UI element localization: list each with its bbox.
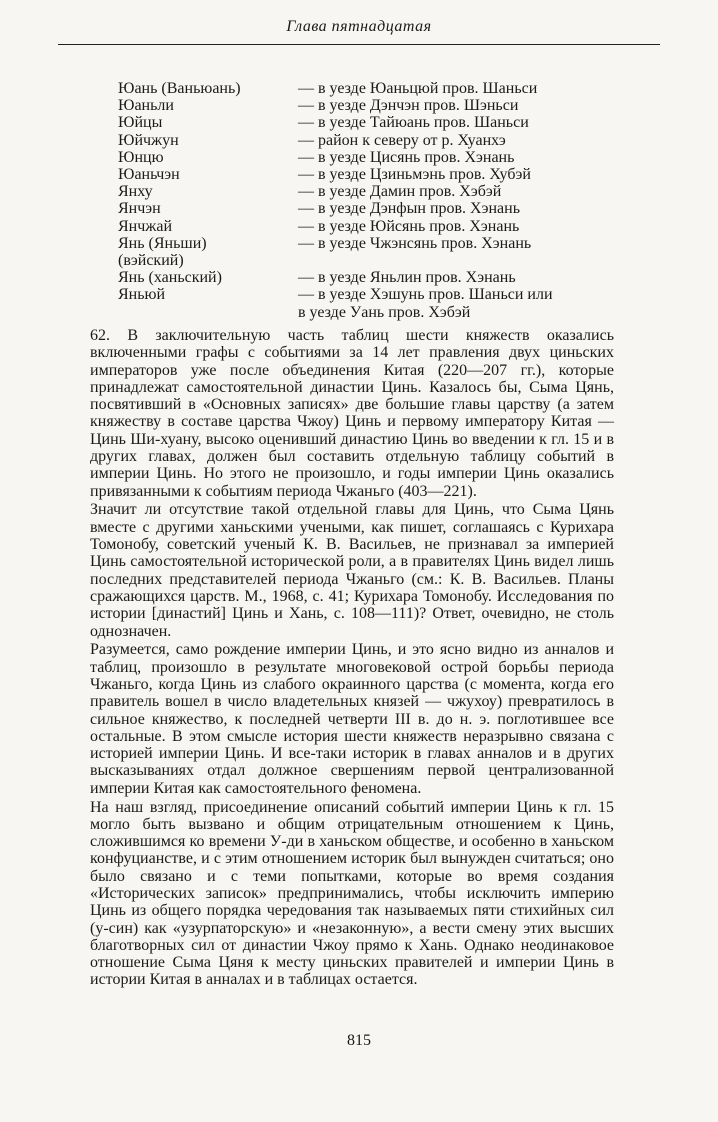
place-name: Юаньли [118, 97, 174, 115]
place-row [118, 269, 678, 286]
place-location: — в уезде Чжэнсянь пров. Хэнань [298, 234, 532, 252]
place-name: Юаньчэн [118, 166, 180, 184]
place-name: Юйчжун [118, 131, 179, 149]
place-row [118, 235, 678, 252]
place-row [118, 97, 678, 114]
page-number: 815 [347, 1032, 371, 1049]
place-name: Янху [118, 183, 153, 201]
place-name: Юань (Ваньюань) [118, 80, 241, 97]
place-name: Янь (Яньши) [118, 234, 207, 252]
place-location [298, 252, 678, 269]
place-name: Янчжай [118, 217, 172, 235]
paragraph: Разумеется, само рождение империи Цинь, и это ясно видно из анналов и таблиц, произошло в результате многовековой острой борьбы периода Чжаньго, когда Цинь из слабого окраинного царства (с момента, когда его правитель вошел в число владетельных князей — чжухоу) превратилось в сильное княжество, к последней четверти III в. до н. э. поглотившее все остальные. В этом смысле история шести княжеств неразрывно связана с историей империи Цинь. И все-таки историк в главах анналов и в других высказываниях отдал должное свершениям первой централизованной империи Китая как самостоятельного феномена. [90, 641, 614, 797]
place-row [118, 80, 678, 97]
place-location: — в уезде Дэнчэн пров. Шэньси [298, 97, 519, 115]
place-row [118, 149, 678, 166]
place-row [118, 114, 678, 131]
place-location: — в уезде Тайюань пров. Шаньси [298, 114, 529, 132]
paragraph: Значит ли отсутствие такой отдельной главы для Цинь, что Сыма Цянь вместе с другими ханьскими учеными, как пишет, соглашаясь с Курихара Томонобу, советский ученый К. В. Васильев, не признавал за империей Цинь самостоятельной исторической роли, а в правителях Цинь видел лишь последних представителей периода Чжаньго (см.: К. В. Васильев. Планы сражающихся царств. М., 1968, с. 41; Курихара Томонобу. Исследования по истории [династий] Цинь и Хань, с. 108—111)? Ответ, очевидно, не столь однозначен. [90, 501, 614, 640]
place-name: Юнцю [118, 148, 164, 166]
place-location: — в уезде Юйсянь пров. Хэнань [298, 217, 520, 235]
place-location: — в уезде Цзиньмэнь пров. Хубэй [298, 166, 531, 184]
place-list [118, 80, 678, 321]
place-location: — район к северу от р. Хуанхэ [298, 131, 506, 149]
place-name: Юйцы [118, 114, 163, 132]
paragraph: На наш взгляд, присоединение описаний событий империи Цинь к гл. 15 могло быть вызвано и общим отрицательным отношением к Цинь, сложившимся ко времени У-ди в ханьском обществе, и особенно в ханьском конфуцианстве, и с этим отношением историк был вынужден считаться; оно было связано и с теми попытками, которые во время создания «Исторических записок» предпринимались, чтобы исключить империю Цинь из общего порядка чередования так называемых пяти стихийных сил (у-син) как «узурпаторскую» и «незаконную», а вести смену этих высших благотворных сил от династии Чжоу прямо к Хань. Однако неодинаковое отношение Сыма Цяня к месту циньских правителей и империи Цинь в истории Китая в анналах и в таблицах остается. [90, 798, 614, 989]
place-name: (вэйский) [118, 252, 184, 270]
place-location: — в уезде Дамин пров. Хэбэй [298, 183, 502, 201]
place-location: — в уезде Юаньцюй пров. Шаньси [298, 80, 538, 97]
place-name: Янчэн [118, 200, 161, 218]
place-location: — в уезде Дэнфын пров. Хэнань [298, 200, 520, 218]
place-name [118, 304, 298, 321]
place-row [118, 304, 678, 321]
place-row [118, 183, 678, 200]
place-location: — в уезде Хэшунь пров. Шаньси или [298, 286, 553, 304]
body-text [90, 327, 614, 990]
place-row [118, 286, 678, 303]
place-name: Янь (ханьский) [118, 269, 222, 287]
place-row [118, 200, 678, 217]
place-location: в уезде Уань пров. Хэбэй [298, 303, 471, 321]
place-location: — в уезде Яньлин пров. Хэнань [298, 269, 516, 287]
place-location: — в уезде Цисянь пров. Хэнань [298, 148, 515, 166]
place-name: Яньюй [118, 286, 166, 304]
place-row [118, 166, 678, 183]
paragraph: 62. В заключительную часть таблиц шести княжеств оказались включенными графы с событиями за 14 лет правления двух циньских императоров уже после объединения Китая (220—207 гг.), которые принадлежат самостоятельной династии Цинь. Казалось бы, Сыма Цянь, посвятивший в «Основных записях» две большие главы царству (а затем княжеству в составе царства Чжоу) Цинь и первому императору Китая — Цинь Ши-хуану, высоко оценивший династию Цинь во введении к гл. 15 и в других главах, должен был составить отдельную таблицу событий в империи Цинь. Но этого не произошло, и годы империи Цинь оказались привязанными к событиям периода Чжаньго (403—221). [90, 327, 614, 500]
place-row [118, 252, 678, 269]
header-rule [58, 44, 660, 45]
chapter-header: Глава пятнадцатая [286, 18, 432, 35]
place-row [118, 218, 678, 235]
place-row [118, 132, 678, 149]
